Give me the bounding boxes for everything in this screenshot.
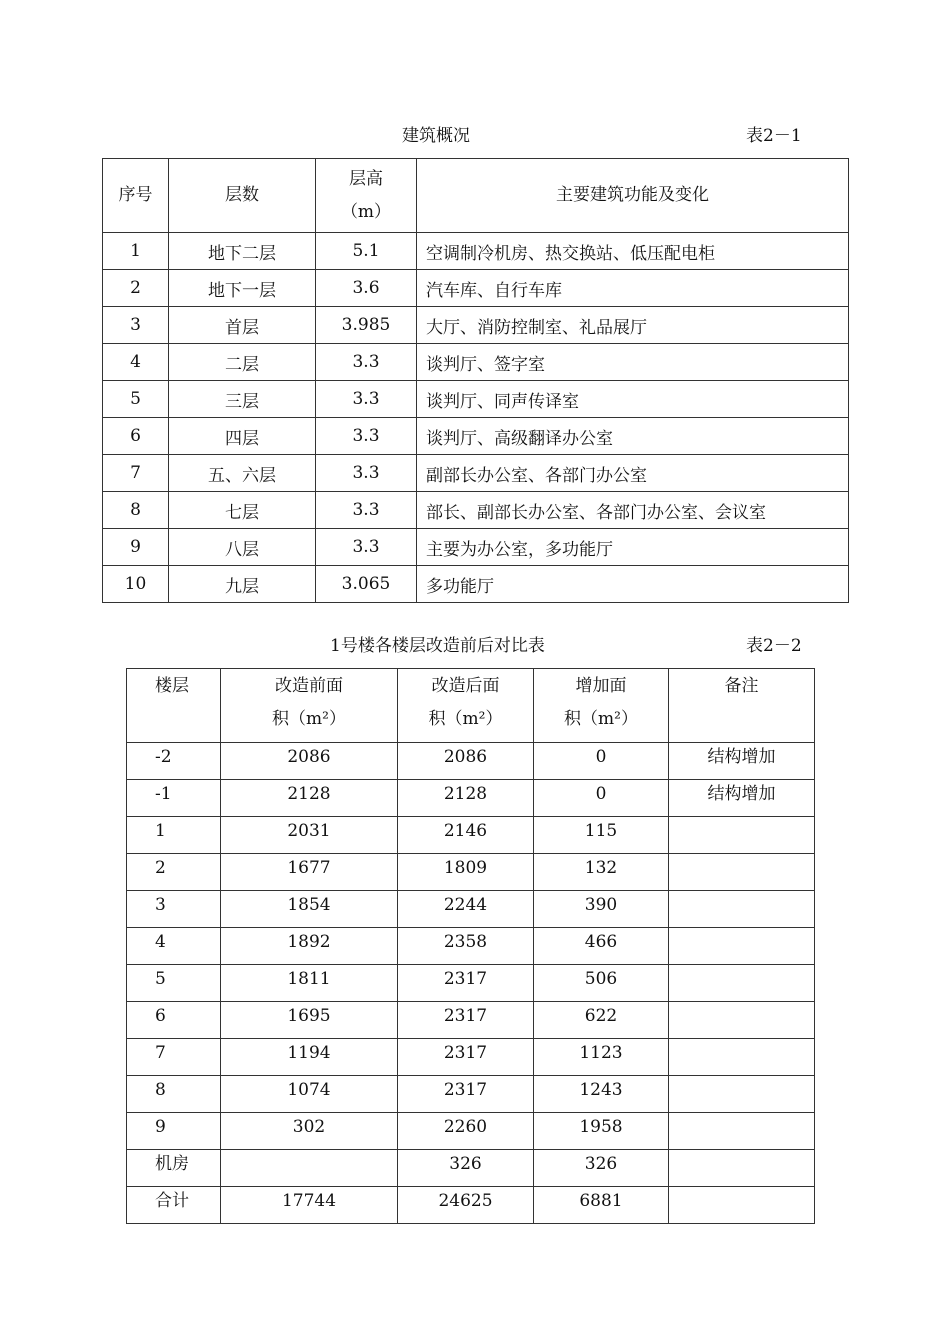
cell-function: 部长、副部长办公室、各部门办公室、会议室 bbox=[417, 492, 849, 529]
cell-note bbox=[669, 1113, 815, 1150]
table-row bbox=[127, 1076, 815, 1113]
cell-floor-level: 2 bbox=[127, 854, 221, 891]
cell-floor-level: 9 bbox=[127, 1113, 221, 1150]
cell-height: 3.3 bbox=[316, 344, 417, 381]
cell-floor: 五、六层 bbox=[169, 455, 316, 492]
cell-note bbox=[669, 1002, 815, 1039]
cell-height: 3.985 bbox=[316, 307, 417, 344]
cell-area-before: 2128 bbox=[221, 780, 398, 817]
table-row bbox=[127, 854, 815, 891]
cell-area-added: 390 bbox=[534, 891, 669, 928]
header-area-added-line1: 增加面 bbox=[575, 676, 627, 696]
cell-note bbox=[669, 891, 815, 928]
floor-area-comparison-table bbox=[126, 668, 815, 1224]
table-row bbox=[127, 817, 815, 854]
cell-area-after: 2086 bbox=[398, 743, 534, 780]
cell-area-after: 24625 bbox=[398, 1187, 534, 1224]
table-row bbox=[103, 455, 849, 492]
header-area-before-line2: 积（m²） bbox=[272, 709, 346, 729]
cell-height: 3.3 bbox=[316, 529, 417, 566]
cell-area-after: 2358 bbox=[398, 928, 534, 965]
header-area-after bbox=[398, 669, 534, 743]
cell-function: 空调制冷机房、热交换站、低压配电柜 bbox=[417, 233, 849, 270]
table-row bbox=[103, 492, 849, 529]
cell-area-before: 1194 bbox=[221, 1039, 398, 1076]
header-area-after-line2: 积（m²） bbox=[428, 709, 503, 729]
cell-area-before bbox=[221, 1150, 398, 1187]
table-row bbox=[103, 307, 849, 344]
cell-area-added: 506 bbox=[534, 965, 669, 1002]
cell-area-added: 1243 bbox=[534, 1076, 669, 1113]
table-row bbox=[127, 891, 815, 928]
cell-area-added: 466 bbox=[534, 928, 669, 965]
cell-note bbox=[669, 928, 815, 965]
cell-floor-level: 7 bbox=[127, 1039, 221, 1076]
table1-number: 表2－1 bbox=[746, 126, 802, 146]
table-row bbox=[127, 780, 815, 817]
cell-function: 谈判厅、同声传译室 bbox=[417, 381, 849, 418]
cell-area-added: 622 bbox=[534, 1002, 669, 1039]
cell-height: 5.1 bbox=[316, 233, 417, 270]
table-row bbox=[103, 233, 849, 270]
table2-caption bbox=[0, 634, 950, 658]
cell-function: 谈判厅、高级翻译办公室 bbox=[417, 418, 849, 455]
table-row bbox=[127, 1039, 815, 1076]
cell-height: 3.6 bbox=[316, 270, 417, 307]
cell-floor-level: 4 bbox=[127, 928, 221, 965]
cell-area-added: 1958 bbox=[534, 1113, 669, 1150]
table-row bbox=[127, 965, 815, 1002]
cell-area-before: 1695 bbox=[221, 1002, 398, 1039]
cell-floor-level: 3 bbox=[127, 891, 221, 928]
header-floor: 层数 bbox=[169, 159, 316, 233]
table-row bbox=[127, 1150, 815, 1187]
table-row bbox=[103, 566, 849, 603]
cell-area-after: 2317 bbox=[398, 965, 534, 1002]
cell-note bbox=[669, 817, 815, 854]
cell-floor-level: 1 bbox=[127, 817, 221, 854]
cell-seq: 1 bbox=[103, 233, 169, 270]
header-function: 主要建筑功能及变化 bbox=[417, 159, 849, 233]
cell-function: 汽车库、自行车库 bbox=[417, 270, 849, 307]
cell-note: 结构增加 bbox=[669, 743, 815, 780]
cell-height: 3.3 bbox=[316, 381, 417, 418]
cell-seq: 6 bbox=[103, 418, 169, 455]
header-seq: 序号 bbox=[103, 159, 169, 233]
cell-area-before: 1811 bbox=[221, 965, 398, 1002]
cell-height: 3.3 bbox=[316, 492, 417, 529]
cell-area-added: 326 bbox=[534, 1150, 669, 1187]
header-area-before bbox=[221, 669, 398, 743]
cell-function: 多功能厅 bbox=[417, 566, 849, 603]
cell-note bbox=[669, 854, 815, 891]
cell-note: 结构增加 bbox=[669, 780, 815, 817]
cell-area-before: 1892 bbox=[221, 928, 398, 965]
header-note: 备注 bbox=[669, 669, 815, 743]
cell-note bbox=[669, 1039, 815, 1076]
cell-floor-level: 8 bbox=[127, 1076, 221, 1113]
table-row bbox=[127, 1187, 815, 1224]
cell-area-before: 1854 bbox=[221, 891, 398, 928]
cell-floor: 九层 bbox=[169, 566, 316, 603]
header-height-line1: 层高 bbox=[349, 168, 383, 189]
cell-floor: 地下一层 bbox=[169, 270, 316, 307]
cell-area-after: 1809 bbox=[398, 854, 534, 891]
table2-title: 1号楼各楼层改造前后对比表 bbox=[330, 636, 545, 656]
cell-seq: 10 bbox=[103, 566, 169, 603]
cell-function: 大厅、消防控制室、礼品展厅 bbox=[417, 307, 849, 344]
cell-function: 副部长办公室、各部门办公室 bbox=[417, 455, 849, 492]
cell-floor: 四层 bbox=[169, 418, 316, 455]
table-row bbox=[127, 928, 815, 965]
header-area-added bbox=[534, 669, 669, 743]
table2-number: 表2－2 bbox=[746, 636, 802, 656]
header-height-line2: （m） bbox=[340, 201, 392, 222]
cell-area-after: 2128 bbox=[398, 780, 534, 817]
cell-area-after: 2317 bbox=[398, 1002, 534, 1039]
cell-note bbox=[669, 965, 815, 1002]
cell-floor: 地下二层 bbox=[169, 233, 316, 270]
cell-area-before: 1074 bbox=[221, 1076, 398, 1113]
cell-area-after: 2317 bbox=[398, 1039, 534, 1076]
cell-area-after: 2317 bbox=[398, 1076, 534, 1113]
cell-floor: 二层 bbox=[169, 344, 316, 381]
cell-area-before: 1677 bbox=[221, 854, 398, 891]
table-row bbox=[103, 344, 849, 381]
cell-function: 谈判厅、签字室 bbox=[417, 344, 849, 381]
cell-area-before: 302 bbox=[221, 1113, 398, 1150]
cell-area-added: 115 bbox=[534, 817, 669, 854]
cell-area-before: 2086 bbox=[221, 743, 398, 780]
cell-seq: 8 bbox=[103, 492, 169, 529]
table-row bbox=[103, 529, 849, 566]
building-overview-table bbox=[102, 158, 849, 603]
cell-seq: 2 bbox=[103, 270, 169, 307]
cell-floor-level: 6 bbox=[127, 1002, 221, 1039]
cell-area-after: 2260 bbox=[398, 1113, 534, 1150]
cell-seq: 3 bbox=[103, 307, 169, 344]
cell-floor: 七层 bbox=[169, 492, 316, 529]
cell-area-added: 6881 bbox=[534, 1187, 669, 1224]
cell-area-added: 1123 bbox=[534, 1039, 669, 1076]
cell-floor: 三层 bbox=[169, 381, 316, 418]
cell-area-before: 2031 bbox=[221, 817, 398, 854]
cell-height: 3.3 bbox=[316, 418, 417, 455]
header-area-before-line1: 改造前面 bbox=[275, 676, 343, 696]
table-row bbox=[127, 743, 815, 780]
cell-floor-level: 合计 bbox=[127, 1187, 221, 1224]
header-area-added-line2: 积（m²） bbox=[564, 709, 638, 729]
header-height bbox=[316, 159, 417, 233]
table-row bbox=[103, 381, 849, 418]
cell-seq: 5 bbox=[103, 381, 169, 418]
cell-floor-level: 机房 bbox=[127, 1150, 221, 1187]
cell-height: 3.3 bbox=[316, 455, 417, 492]
cell-floor-level: -2 bbox=[127, 743, 221, 780]
cell-floor-level: 5 bbox=[127, 965, 221, 1002]
table-row bbox=[127, 1113, 815, 1150]
table-row bbox=[103, 418, 849, 455]
cell-area-added: 132 bbox=[534, 854, 669, 891]
cell-floor-level: -1 bbox=[127, 780, 221, 817]
table1-header-row bbox=[103, 159, 849, 233]
cell-area-after: 326 bbox=[398, 1150, 534, 1187]
table1-caption bbox=[0, 124, 950, 148]
cell-seq: 4 bbox=[103, 344, 169, 381]
cell-function: 主要为办公室，多功能厅 bbox=[417, 529, 849, 566]
header-area-after-line1: 改造后面 bbox=[431, 676, 500, 696]
cell-area-before: 17744 bbox=[221, 1187, 398, 1224]
cell-floor: 首层 bbox=[169, 307, 316, 344]
cell-note bbox=[669, 1187, 815, 1224]
cell-seq: 9 bbox=[103, 529, 169, 566]
cell-area-added: 0 bbox=[534, 780, 669, 817]
cell-floor: 八层 bbox=[169, 529, 316, 566]
cell-height: 3.065 bbox=[316, 566, 417, 603]
cell-area-after: 2146 bbox=[398, 817, 534, 854]
cell-seq: 7 bbox=[103, 455, 169, 492]
table-row bbox=[103, 270, 849, 307]
cell-area-after: 2244 bbox=[398, 891, 534, 928]
cell-area-added: 0 bbox=[534, 743, 669, 780]
cell-note bbox=[669, 1076, 815, 1113]
header-floor-level: 楼层 bbox=[127, 669, 221, 743]
table2-header-row bbox=[127, 669, 815, 743]
cell-note bbox=[669, 1150, 815, 1187]
table1-title: 建筑概况 bbox=[402, 126, 470, 146]
table-row bbox=[127, 1002, 815, 1039]
